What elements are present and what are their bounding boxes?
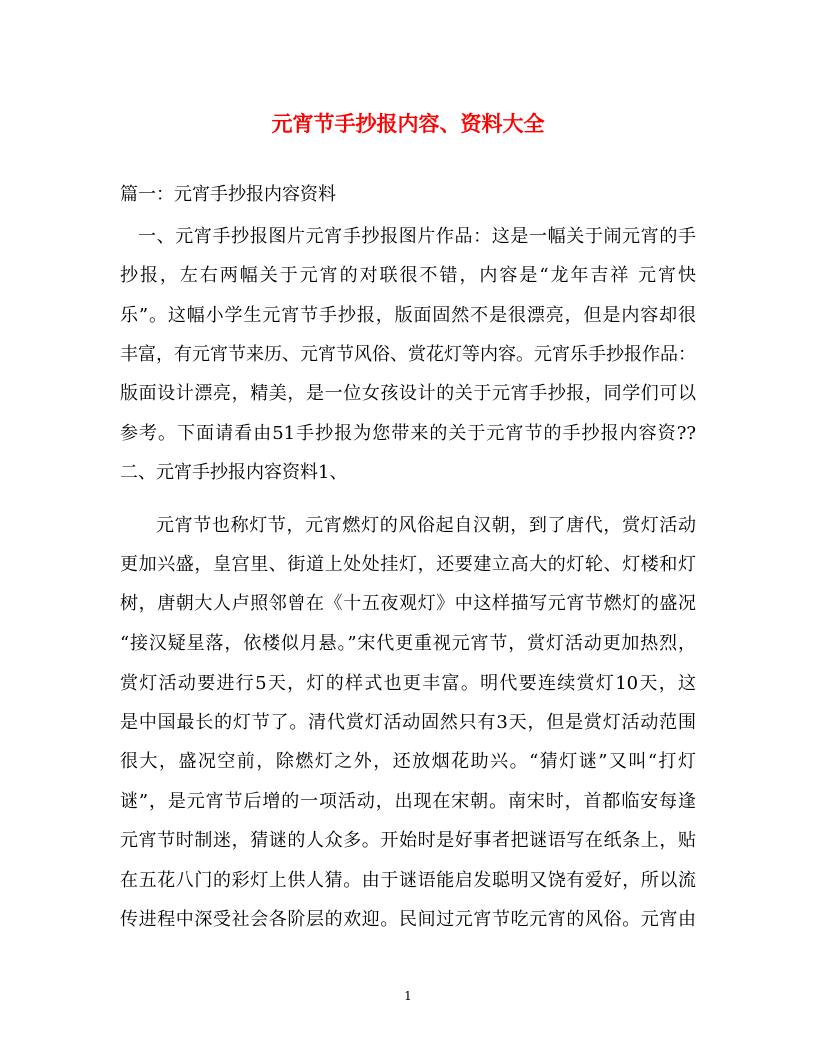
paragraph-line: 树，唐朝大人卢照邻曾在《十五夜观灯》中这样描写元宵节燃灯的盛况 — [120, 593, 696, 614]
paragraph-line: 丰富，有元宵节来历、元宵节风俗、赏花灯等内容。元宵乐手抄报作品： — [120, 344, 696, 365]
paragraph-line: 参考。下面请看由51手抄报为您带来的关于元宵节的手抄报内容资?? — [120, 423, 696, 444]
paragraph-line: 很大，盛况空前，除燃灯之外，还放烟花助兴。“猜灯谜”又叫“打灯 — [120, 751, 696, 772]
paragraph-line: 更加兴盛，皇宫里、街道上处处挂灯，还要建立高大的灯轮、灯楼和灯 — [120, 554, 696, 575]
paragraph-line: 赏灯活动要进行5天，灯的样式也更丰富。明代要连续赏灯10天，这 — [120, 673, 696, 694]
section-heading-one: 篇一：元宵手抄报内容资料 — [120, 184, 336, 205]
page-number: 1 — [404, 989, 412, 1003]
paragraph-line: “接汉疑星落，依楼似月悬。”宋代更重视元宵节，赏灯活动更加热烈， — [120, 633, 696, 654]
paragraph-line: 是中国最长的灯节了。清代赏灯活动固然只有3天，但是赏灯活动范围 — [120, 712, 696, 733]
paragraph-line: 元宵节也称灯节，元宵燃灯的风俗起自汉朝，到了唐代，赏灯活动 — [156, 515, 696, 536]
paragraph-line: 谜”，是元宵节后增的一项活动，出现在宋朝。南宋时，首都临安每逢 — [120, 791, 696, 812]
paragraph-line: 在五花八门的彩灯上供人猜。由于谜语能启发聪明又饶有爱好，所以流 — [120, 870, 696, 891]
section-heading-two: 二、元宵手抄报内容资料1、 — [120, 462, 348, 483]
paragraph-line: 抄报，左右两幅关于元宵的对联很不错，内容是“龙年吉祥 元宵快 — [120, 265, 696, 286]
paragraph-line: 传进程中深受社会各阶层的欢迎。民间过元宵节吃元宵的风俗。元宵由 — [120, 909, 696, 930]
paragraph-line: 一、元宵手抄报图片元宵手抄报图片作品：这是一幅关于闹元宵的手 — [138, 226, 696, 247]
paragraph-line: 元宵节时制迷，猜谜的人众多。开始时是好事者把谜语写在纸条上，贴 — [120, 830, 696, 851]
paragraph-line: 版面设计漂亮，精美，是一位女孩设计的关于元宵手抄报，同学们可以 — [120, 383, 696, 404]
paragraph-line: 乐”。这幅小学生元宵节手抄报，版面固然不是很漂亮，但是内容却很 — [120, 305, 696, 326]
document-title: 元宵节手抄报内容、资料大全 — [271, 111, 545, 136]
